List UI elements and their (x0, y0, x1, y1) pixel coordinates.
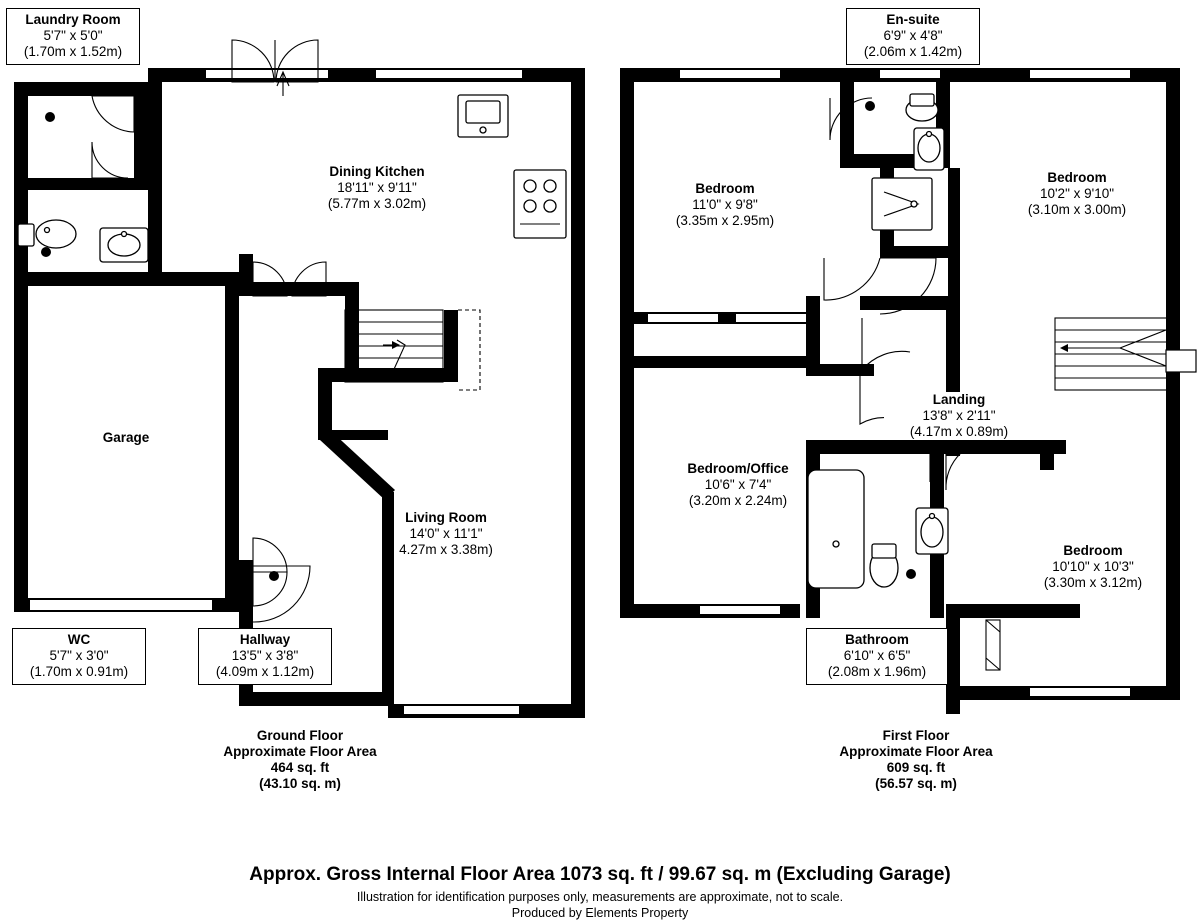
room-dims-metric: (3.35m x 2.95m) (675, 212, 775, 228)
room-label-landing (884, 392, 1034, 440)
room-name: Garage (102, 430, 150, 445)
room-dims-imperial: 11'0" x 9'8" (692, 196, 758, 212)
producer-text: Produced by Elements Property (511, 906, 689, 920)
room-dims-imperial: 18'11" x 9'11" (337, 179, 417, 195)
room-name: Bedroom (1047, 170, 1107, 185)
area-caption-line3: 464 sq. ft (270, 759, 330, 775)
room-dims-metric: (1.70m x 0.91m) (29, 663, 129, 679)
room-name: Laundry Room (25, 12, 121, 27)
room-name: Bedroom/Office (687, 461, 789, 476)
room-dims-imperial: 5'7" x 3'0" (49, 647, 109, 663)
room-label-dining-kitchen (287, 164, 467, 212)
room-dims-metric: (4.17m x 0.89m) (909, 423, 1009, 439)
room-label-bedroom-3 (1018, 543, 1168, 591)
room-dims-metric: (1.70m x 1.52m) (23, 43, 123, 59)
room-dims-imperial: 6'10" x 6'5" (843, 647, 911, 663)
room-dims-metric: (3.30m x 3.12m) (1043, 574, 1143, 590)
room-label-bathroom (806, 628, 948, 685)
room-label-wc (12, 628, 146, 685)
room-name: WC (67, 632, 91, 647)
room-label-bedroom-office (645, 461, 831, 509)
room-name: Landing (932, 392, 986, 407)
area-caption-line2: Approximate Floor Area (839, 743, 993, 759)
first-floor-area-caption (806, 728, 1026, 792)
room-name: Bathroom (845, 632, 909, 647)
ground-floor-area-caption (190, 728, 410, 792)
room-dims-imperial: 14'0" x 11'1" (409, 525, 483, 541)
room-label-bedroom-1 (650, 181, 800, 229)
room-dims-metric: 4.27m x 3.38m) (399, 541, 493, 557)
room-name: Hallway (239, 632, 291, 647)
room-name: En-suite (886, 12, 940, 27)
room-dims-imperial: 13'8" x 2'11" (922, 407, 996, 423)
room-label-hallway (198, 628, 332, 685)
area-caption-line3: 609 sq. ft (886, 759, 946, 775)
area-caption-line4: (56.57 sq. m) (875, 775, 957, 791)
total-area-text: Approx. Gross Internal Floor Area 1073 sq. ft / 99.67 sq. m (Excluding Garage) (249, 864, 951, 885)
room-dims-metric: (4.09m x 1.12m) (215, 663, 315, 679)
room-dims-imperial: 5'7" x 5'0" (43, 27, 103, 43)
room-label-laundry-room (6, 8, 140, 65)
room-dims-imperial: 10'6" x 7'4" (704, 476, 772, 492)
room-dims-imperial: 13'5" x 3'8" (231, 647, 299, 663)
room-dims-metric: (3.10m x 3.00m) (1027, 201, 1127, 217)
room-name: Bedroom (1063, 543, 1123, 558)
room-dims-metric: (5.77m x 3.02m) (327, 195, 427, 211)
room-label-living-room (373, 510, 519, 558)
area-caption-line1: Ground Floor (256, 728, 344, 743)
room-label-bedroom-2 (1002, 170, 1152, 218)
room-name: Dining Kitchen (329, 164, 425, 179)
room-dims-metric: (2.08m x 1.96m) (827, 663, 927, 679)
room-name: Living Room (405, 510, 487, 525)
room-dims-imperial: 10'10" x 10'3" (1052, 558, 1134, 574)
room-name: Bedroom (695, 181, 755, 196)
area-caption-line1: First Floor (882, 728, 950, 743)
area-caption-line4: (43.10 sq. m) (259, 775, 341, 791)
area-caption-line2: Approximate Floor Area (223, 743, 377, 759)
room-dims-imperial: 10'2" x 9'10" (1039, 185, 1115, 201)
room-label-garage (66, 430, 186, 446)
disclaimer-text: Illustration for identification purposes only, measurements are approximate, not to scale. (356, 890, 844, 904)
room-dims-metric: (2.06m x 1.42m) (863, 43, 963, 59)
room-dims-imperial: 6'9" x 4'8" (883, 27, 943, 43)
room-dims-metric: (3.20m x 2.24m) (688, 492, 788, 508)
room-label-en-suite (846, 8, 980, 65)
